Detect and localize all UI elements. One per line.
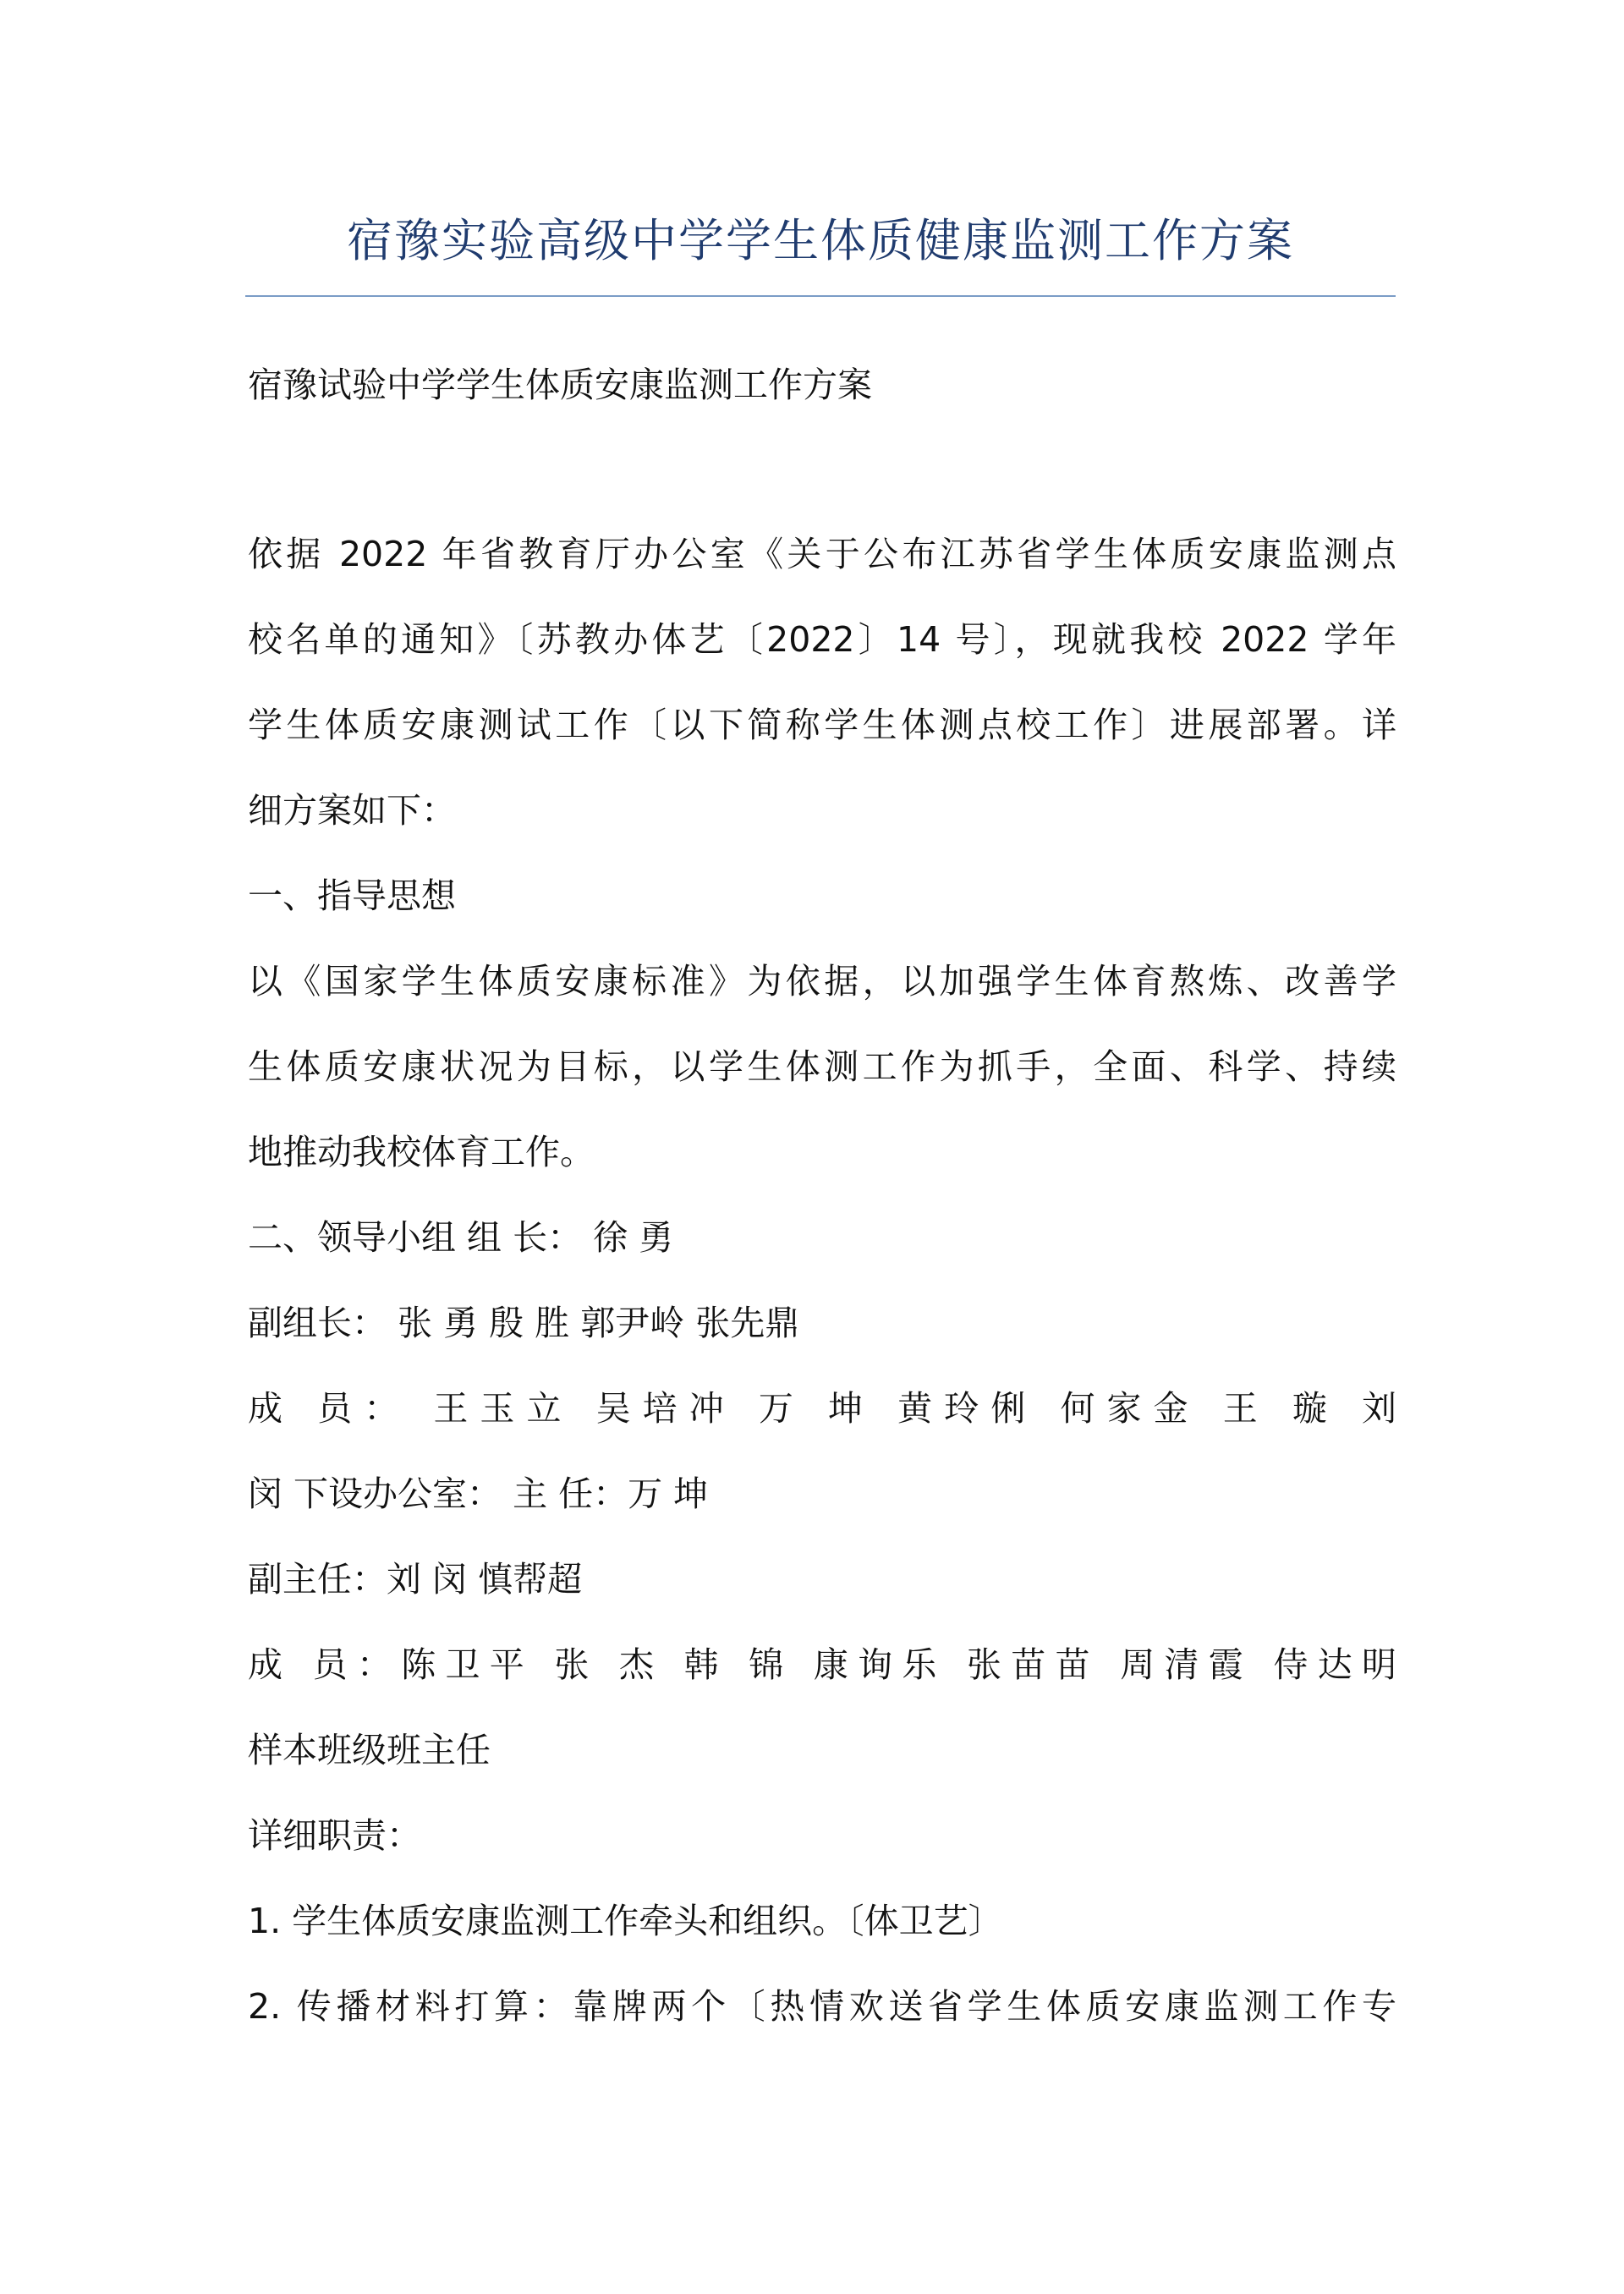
- section-heading: 二、领导小组 组 长： 徐 勇: [248, 1217, 674, 1258]
- paragraph-line: 学生体质安康测试工作〔以下简称学生体测点校工作〕进展部署。详: [248, 705, 1396, 745]
- paragraph-line: 地推动我校体育工作。: [248, 1132, 595, 1172]
- document-title: 宿豫实验高级中学学生体质健康监测工作方案: [347, 214, 1294, 267]
- paragraph-line: 以《国家学生体质安康标准》为依据，以加强学生体育熬炼、改善学: [248, 961, 1396, 1002]
- paragraph-line: 副组长： 张 勇 殷 胜 郭尹岭 张先鼎: [248, 1303, 800, 1343]
- paragraph-line: 成 员：陈卫平 张 杰 韩 锦 康询乐 张苗苗 周清霞 侍达明: [248, 1644, 1396, 1685]
- paragraph-line: 样本班级班主任: [248, 1730, 491, 1770]
- paragraph-line: 副主任：刘 闵 慎帮超: [248, 1559, 583, 1600]
- section-heading: 一、指导思想: [248, 875, 456, 916]
- section-heading: 详细职责：: [248, 1815, 421, 1856]
- list-item: 2. 传播材料打算：靠牌两个〔热情欢送省学生体质安康监测工作专: [248, 1986, 1396, 2027]
- paragraph-line: 闵 下设办公室： 主 任：万 坤: [248, 1474, 709, 1514]
- list-item: 1. 学生体质安康监测工作牵头和组织。〔体卫艺〕: [248, 1901, 1003, 1941]
- subtitle-line: 宿豫试验中学学生体质安康监测工作方案: [248, 365, 872, 405]
- paragraph-line: 校名单的通知》〔苏教办体艺〔2022〕14 号〕，现就我校 2022 学年: [248, 619, 1396, 660]
- paragraph-line: 成 员： 王玉立 吴培冲 万 坤 黄玲俐 何家金 王 璇 刘: [248, 1388, 1396, 1429]
- title-divider: [245, 295, 1396, 297]
- paragraph-line: 依据 2022 年省教育厅办公室《关于公布江苏省学生体质安康监测点: [248, 534, 1396, 574]
- paragraph-line: 细方案如下：: [248, 790, 456, 831]
- paragraph-line: 生体质安康状况为目标，以学生体测工作为抓手，全面、科学、持续: [248, 1046, 1396, 1087]
